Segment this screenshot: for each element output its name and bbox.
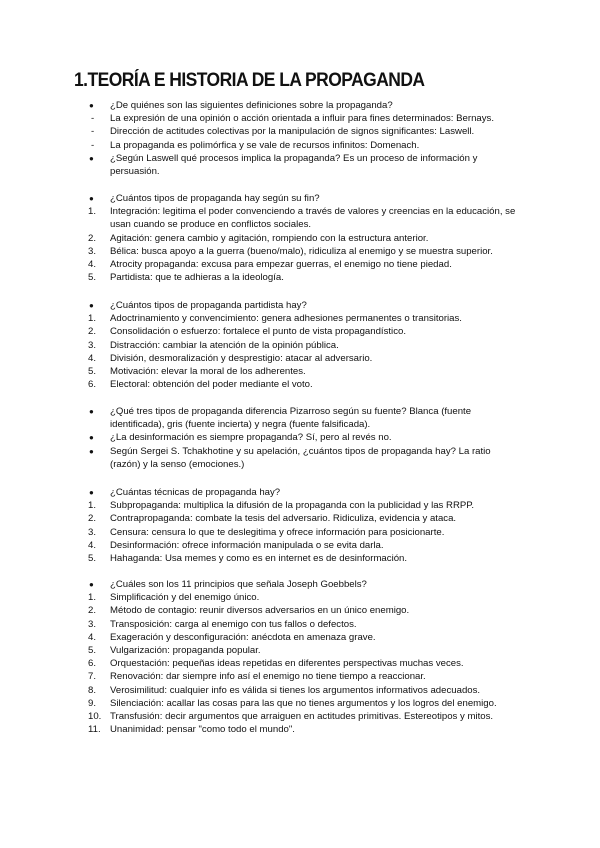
list-marker: 4. bbox=[88, 352, 97, 364]
bullet-item bbox=[0, 405, 600, 431]
bullet-item bbox=[0, 192, 600, 205]
numbered-item bbox=[0, 365, 600, 378]
numbered-item bbox=[0, 631, 600, 644]
list-marker: 3. bbox=[88, 526, 97, 538]
dash-item bbox=[0, 125, 600, 138]
list-item-text: Agitación: genera cambio y agitación, rompiendo con la estructura anterior. bbox=[110, 232, 429, 244]
list-item-text: ¿De quiénes son las siguientes definiciones sobre la propaganda? bbox=[110, 100, 393, 111]
numbered-item bbox=[0, 352, 600, 365]
numbered-item bbox=[0, 591, 600, 604]
section-types-by-purpose bbox=[0, 192, 600, 284]
list-marker: 11. bbox=[88, 724, 101, 736]
page-title: 1.TEORÍA E HISTORIA DE LA PROPAGANDA bbox=[74, 70, 425, 91]
list-marker: 5. bbox=[88, 553, 97, 565]
numbered-item bbox=[0, 258, 600, 271]
dash-item bbox=[0, 139, 600, 152]
list-item-text: Consolidación o esfuerzo: fortalece el punto de vista propagandístico. bbox=[110, 326, 406, 338]
list-marker: ● bbox=[89, 407, 94, 416]
numbered-item bbox=[0, 245, 600, 258]
section-goebbels-principles bbox=[0, 578, 600, 736]
list-marker: 1. bbox=[88, 313, 97, 325]
list-item-text: Vulgarización: propaganda popular. bbox=[110, 645, 261, 657]
numbered-item bbox=[0, 378, 600, 391]
list-item-text: Contrapropaganda: combate la tesis del adversario. Ridiculiza, evidencia y ataca. bbox=[110, 513, 457, 525]
list-marker: 7. bbox=[88, 671, 97, 683]
numbered-item bbox=[0, 644, 600, 657]
numbered-item bbox=[0, 512, 600, 525]
list-item-text: Distracción: cambiar la atención de la opinión pública. bbox=[110, 339, 339, 351]
list-item-text: Partidista: que te adhieras a la ideología. bbox=[110, 272, 284, 284]
list-marker: ● bbox=[89, 488, 94, 497]
numbered-item bbox=[0, 697, 600, 710]
list-marker: 4. bbox=[88, 631, 97, 643]
list-marker: 2. bbox=[88, 605, 97, 617]
list-item-text: ¿Cuántos tipos de propaganda hay según su fin? bbox=[110, 193, 320, 204]
list-marker: - bbox=[91, 139, 95, 151]
list-item-text: Integración: legitima el poder convenciendo a través de valores y creencias en la educación, se usan cuando se produce en conflictos sociales. bbox=[110, 206, 516, 231]
list-item-text: Bélica: busca apoyo a la guerra (bueno/malo), ridiculiza al enemigo y se muestra superior. bbox=[110, 245, 493, 257]
numbered-item bbox=[0, 205, 600, 231]
numbered-item bbox=[0, 271, 600, 284]
bullet-item bbox=[0, 99, 600, 112]
list-item-text: Subpropaganda: multiplica la difusión de la propaganda con la publicidad y las RRPP. bbox=[110, 500, 475, 512]
list-item-text: Atrocity propaganda: excusa para empezar guerras, el enemigo no tiene piedad. bbox=[110, 259, 452, 271]
list-item-text: Según Sergei S. Tchakhotine y su apelación, ¿cuántos tipos de propaganda hay? La ratio (razón) y la senso (emociones.) bbox=[110, 445, 491, 470]
list-item-text: Silenciación: acallar las cosas para las que no tienes argumentos y los logros del enemigo. bbox=[110, 697, 497, 709]
section-techniques bbox=[0, 486, 600, 565]
numbered-item bbox=[0, 723, 600, 736]
numbered-item bbox=[0, 684, 600, 697]
bullet-item bbox=[0, 299, 600, 312]
numbered-item bbox=[0, 312, 600, 325]
list-marker: ● bbox=[89, 101, 94, 110]
list-marker: 3. bbox=[88, 245, 97, 257]
list-item-text: Simplificación y del enemigo único. bbox=[110, 592, 260, 604]
list-item-text: ¿Cuáles son los 11 principios que señala Joseph Goebbels? bbox=[110, 579, 367, 590]
list-marker: 4. bbox=[88, 259, 97, 271]
list-marker: 5. bbox=[88, 272, 97, 284]
list-marker: 6. bbox=[88, 379, 97, 391]
list-marker: ● bbox=[89, 446, 94, 456]
section-definitions bbox=[0, 99, 600, 178]
list-item-text: Desinformación: ofrece información manipulada o se evita darla. bbox=[110, 539, 384, 551]
list-marker: 6. bbox=[88, 658, 97, 670]
bullet-item bbox=[0, 578, 600, 591]
numbered-item bbox=[0, 526, 600, 539]
list-marker: 1. bbox=[88, 500, 97, 512]
list-item-text: Censura: censura lo que te deslegitima y ofrece información para posicionarte. bbox=[110, 526, 445, 538]
bullet-item bbox=[0, 431, 600, 444]
list-marker: 9. bbox=[88, 697, 97, 709]
list-item-text: ¿La desinformación es siempre propaganda? Sí, pero al revés no. bbox=[110, 432, 392, 444]
section-partisan-types bbox=[0, 299, 600, 391]
dash-item bbox=[0, 112, 600, 125]
list-item-text: Transfusión: decir argumentos que arraiguen en actitudes primitivas. Estereotipos y mitos. bbox=[110, 711, 494, 723]
numbered-item bbox=[0, 618, 600, 631]
numbered-item bbox=[0, 604, 600, 617]
list-item-text: Electoral: obtención del poder mediante el voto. bbox=[110, 379, 313, 391]
numbered-item bbox=[0, 710, 600, 723]
bullet-item bbox=[0, 152, 600, 178]
list-marker: ● bbox=[89, 580, 94, 589]
bullet-item bbox=[0, 486, 600, 499]
numbered-item bbox=[0, 232, 600, 245]
list-item-text: Motivación: elevar la moral de los adherentes. bbox=[110, 366, 306, 378]
list-item-text: Dirección de actitudes colectivas por la manipulación de signos significantes: Laswell. bbox=[110, 126, 475, 138]
list-item-text: Renovación: dar siempre info así el enemigo no tiene tiempo a reaccionar. bbox=[110, 671, 426, 683]
list-marker: 8. bbox=[88, 684, 97, 696]
list-marker: 10. bbox=[88, 711, 102, 723]
list-item-text: Orquestación: pequeñas ideas repetidas en diferentes perspectivas muchas veces. bbox=[110, 658, 464, 670]
list-marker: ● bbox=[89, 433, 94, 443]
list-marker: 3. bbox=[88, 339, 97, 351]
list-item-text: Hahaganda: Usa memes y como es en internet es de desinformación. bbox=[110, 553, 408, 565]
list-marker: - bbox=[91, 113, 95, 125]
list-item-text: División, desmoralización y desprestigio: atacar al adversario. bbox=[110, 352, 373, 364]
list-marker: 3. bbox=[88, 618, 97, 630]
list-item-text: Unanimidad: pensar "como todo el mundo". bbox=[110, 724, 295, 736]
numbered-item bbox=[0, 499, 600, 512]
list-item-text: Transposición: carga al enemigo con tus fallos o defectos. bbox=[110, 618, 357, 630]
list-item-text: Verosimilitud: cualquier info es válida si tienes los argumentos informativos adecuados. bbox=[110, 684, 481, 696]
list-marker: 2. bbox=[88, 326, 97, 338]
list-marker: 5. bbox=[88, 366, 97, 378]
list-item-text: Exageración y desconfiguración: anécdota en amenaza grave. bbox=[110, 631, 376, 643]
list-item-text: ¿Cuántas técnicas de propaganda hay? bbox=[110, 487, 281, 498]
numbered-item bbox=[0, 325, 600, 338]
list-marker: 4. bbox=[88, 539, 97, 551]
numbered-item bbox=[0, 339, 600, 352]
list-marker: 5. bbox=[88, 645, 97, 657]
numbered-item bbox=[0, 539, 600, 552]
numbered-item bbox=[0, 552, 600, 565]
list-marker: 2. bbox=[88, 232, 97, 244]
numbered-item bbox=[0, 657, 600, 670]
bullet-item bbox=[0, 445, 600, 471]
list-marker: ● bbox=[89, 301, 94, 310]
list-marker: 1. bbox=[88, 206, 97, 218]
list-item-text: ¿Según Laswell qué procesos implica la propaganda? Es un proceso de información y persuasión. bbox=[110, 152, 478, 178]
list-marker: 2. bbox=[88, 513, 97, 525]
list-marker: 1. bbox=[88, 592, 97, 604]
list-item-text: ¿Cuántos tipos de propaganda partidista hay? bbox=[110, 300, 307, 311]
list-marker: ● bbox=[89, 194, 94, 203]
numbered-item bbox=[0, 670, 600, 683]
section-source-types bbox=[0, 405, 600, 471]
list-item-text: Método de contagio: reunir diversos adversarios en un único enemigo. bbox=[110, 605, 410, 617]
list-marker: ● bbox=[89, 153, 94, 163]
list-item-text: La propaganda es polimórfica y se vale de recursos infinitos: Domenach. bbox=[110, 139, 420, 151]
list-item-text: La expresión de una opinión o acción orientada a influir para fines determinados: Bernays. bbox=[110, 113, 494, 125]
list-marker: - bbox=[91, 126, 95, 138]
list-item-text: ¿Qué tres tipos de propaganda diferencia Pizarroso según su fuente? Blanca (fuente identificada), gris (fuente incierta) y negra (fuente falsificada). bbox=[110, 406, 472, 431]
list-item-text: Adoctrinamiento y convencimiento: genera adhesiones permanentes o transitorias. bbox=[110, 313, 462, 325]
